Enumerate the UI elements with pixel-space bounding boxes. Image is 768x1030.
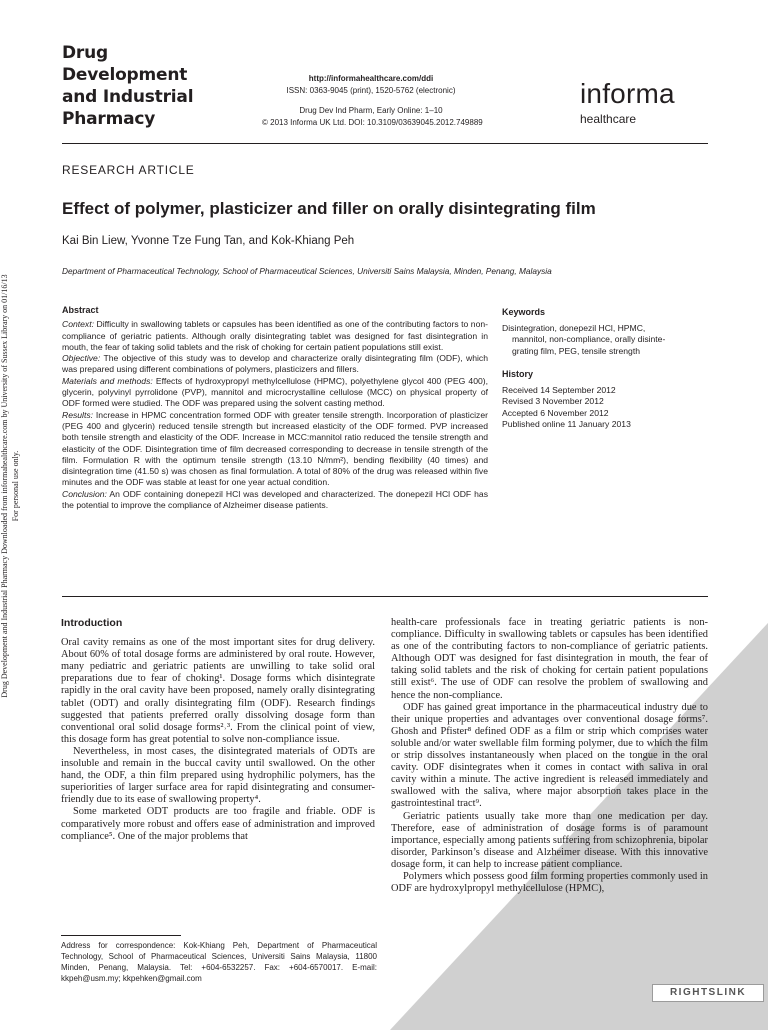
keywords-line: Disintegration, donepezil HCl, HPMC, xyxy=(502,322,646,333)
abstract-results xyxy=(62,410,488,489)
abstract-heading: Abstract xyxy=(62,305,99,315)
abstract-text: Effects of hydroxypropyl methylcellulose (HPMC), polyethylene glycol 400 (PEG 400), glycerin, polyvinyl pyrrolidone (PVP), mannitol and microcrystalline cellulose (MCC) on physical property of ODF formed were studied. The ODF was prepared using the solvent casting method. xyxy=(62,375,489,409)
journal-title-line: Development xyxy=(62,65,188,85)
body-column-left xyxy=(61,617,375,843)
abstract-divider xyxy=(62,596,708,597)
abstract-text: An ODF containing donepezil HCl was developed and characterized. The donepezil HCl ODF has the potential to improve the compliance of Alzheimer disease patients. xyxy=(62,488,488,511)
keywords-line: mannitol, non-compliance, orally disinte- xyxy=(512,334,666,344)
keywords-heading: Keywords xyxy=(502,307,546,317)
copyright-doi: © 2013 Informa UK Ltd. DOI: 10.3109/03639045.2012.749889 xyxy=(262,117,483,127)
rightslink-badge[interactable]: RIGHTSLINK xyxy=(652,984,764,1002)
body-paragraph: Nevertheless, in most cases, the disintegrated materials of ODTs are insoluble and remain in the buccal cavity until swallowed. On the other hand, the ODF, a thin film prepared using hydrophilic polymers, has the superiorities of larger surface area for rapid disintegrating and consumer-friendly due to its ease of swallowing property⁴. xyxy=(61,745,375,806)
body-column-right xyxy=(391,617,708,895)
journal-title-line: Pharmacy xyxy=(62,109,156,129)
body-paragraph: ODF has gained great importance in the pharmaceutical industry due to their unique properties and advantages over conventional dosage forms⁷. Ghosh and Pfister⁸ defined ODF as a film or strip which comprises water soluble and/or water swellable film forming polymer, due to which the film or strip dissolves instantaneously when placed on the tongue in the oral cavity. ODF disintegrates when it comes in contact with saliva in oral cavity within a minute. The active ingredient is released immediately and swallowed with the saliva, where major absorption takes place in the gastrointestinal tract⁹. xyxy=(391,701,708,810)
footnote-divider xyxy=(61,935,181,936)
intro-heading: Introduction xyxy=(61,617,123,629)
affiliation: Department of Pharmaceutical Technology, School of Pharmaceutical Sciences, Universiti Sains Malaysia, Minden, Penang, Malaysia xyxy=(62,266,552,276)
abstract-block xyxy=(62,305,488,511)
body-paragraph: health-care professionals face in treating geriatric patients is non-compliance. Difficulty in swallowing tablets or capsules has been identified as one of the contributing factors to non-compliance of geriatric patients. Although ODT was designed for fast disintegration in mouth, the fear of taking solid tablets and the risk of choking for certain patient populations still exist⁶. The use of ODF can resolve the problem of swallowing and hence the non-compliance. xyxy=(391,617,708,701)
history-heading: History xyxy=(502,369,534,379)
keywords-list xyxy=(502,323,712,358)
abstract-context xyxy=(62,319,488,353)
body-paragraph: Geriatric patients usually take more than one medication per day. Therefore, ease of administration of dosage forms is of paramount importance, especially among patients suffering from schizophrenia, bipolar disorder, Parkinson’s disease and Alzheimer disease. With this innovative dosage form, it can help to increase patient compliance. xyxy=(391,810,708,870)
abstract-conclusion xyxy=(62,489,488,512)
abstract-label: Objective: xyxy=(62,353,101,364)
abstract-text: Difficulty in swallowing tablets or capsules has been identified as one of the contributing factors to non-compliance of geriatric patients. Although orally disintegrating tablet was designed for fast disintegration in mouth, the fear of taking solid tablets and the risk of choking for certain patient populations still exist. xyxy=(62,319,488,352)
logo-sub-text: healthcare xyxy=(580,112,637,126)
abstract-label: Results: xyxy=(62,409,94,420)
citation: Drug Dev Ind Pharm, Early Online: 1–10 xyxy=(299,106,443,115)
journal-title-line: and Industrial xyxy=(62,87,194,107)
abstract-label: Materials and methods: xyxy=(62,375,153,386)
download-notice-text xyxy=(0,206,21,766)
article-type: RESEARCH ARTICLE xyxy=(62,163,195,177)
history-line: Received 14 September 2012 xyxy=(502,384,616,395)
publisher-logo xyxy=(580,80,675,126)
abstract-label: Conclusion: xyxy=(62,488,107,499)
authors: Kai Bin Liew, Yvonne Tze Fung Tan, and Kok-Khiang Peh xyxy=(62,235,355,247)
header-divider xyxy=(62,143,708,144)
journal-url[interactable]: http://informahealthcare.com/ddi xyxy=(308,74,434,83)
body-paragraph: Some marketed ODT products are too fragile and friable. ODF is comparatively more robust and offers ease of administration and improved compliance⁵. One of the major problems that xyxy=(61,806,375,842)
logo-main-text: informa xyxy=(580,78,675,109)
body-paragraph: Oral cavity remains as one of the most important sites for drug delivery. About 60% of total dosage forms are administered by oral route. However, many pediatric and geriatric patients are unwilling to take solid oral preparations due to fear of choking¹. Dosage forms which disintegrate rapidly in the oral cavity have been proposed, namely orally disintegrating tablet (ODT) and orally disintegrating film (ODF). Research findings suggested that patients preferred orally dissolving dosage form than conventional oral solid dosage forms²˒³. From the clinical point of view, this dosage form has great potential to solve non-compliance issue. xyxy=(61,637,375,745)
journal-title xyxy=(62,42,193,130)
history-line: Revised 3 November 2012 xyxy=(502,396,604,406)
download-notice-line: For personal use only. xyxy=(10,450,20,522)
abstract-objective xyxy=(62,353,488,376)
issn: ISSN: 0363-9045 (print), 1520-5762 (electronic) xyxy=(286,85,456,95)
abstract-text: The objective of this study was to develop and characterize orally disintegrating film (ODF), which was prepared using different combinations of polymers, plasticizers and fillers. xyxy=(62,353,488,375)
keywords-line: grating film, PEG, tensile strength xyxy=(512,345,641,356)
history-line: Published online 11 January 2013 xyxy=(502,419,631,429)
history-list xyxy=(502,385,712,431)
abstract-methods xyxy=(62,376,488,410)
body-paragraph: Polymers which possess good film forming properties commonly used in ODF are hydroxylpropyl methylcellulose (HPMC), xyxy=(391,870,708,895)
article-title: Effect of polymer, plasticizer and filler on orally disintegrating film xyxy=(62,199,596,218)
abstract-text: Increase in HPMC concentration formed ODF with greater tensile strength. Incorporation of plasticizer (PEG 400 and glycerin) reduced tensile strength but increased elasticity of the ODF formed. PVP increased both tensile strength and elasticity of the ODF. Increase in MCC:mannitol ratio reduced the tensile strength and elasticity of the ODF. Disintegration time of film decreased corresponding to decrease in tensile strength of the film. Formulation R with the optimum tensile strength (13.10 N/mm²), bending flexibility (40 times) and disintegration time (41.50 s) was chosen as final formulation. A total of 80% of the drug was released within five minutes and the ODF was stable at least for one year actual condition. xyxy=(62,409,488,488)
history-line: Accepted 6 November 2012 xyxy=(502,407,609,418)
download-notice-line: Drug Development and Industrial Pharmacy Downloaded from informahealthcare.com by University of Sussex Library on 01/16/13 xyxy=(0,274,9,698)
journal-meta xyxy=(262,73,483,128)
sidebar-info xyxy=(502,307,712,431)
download-notice xyxy=(0,206,26,766)
abstract-label: Context: xyxy=(62,319,95,330)
correspondence-footnote: Address for correspondence: Kok-Khiang Peh, Department of Pharmaceutical Technology, School of Pharmaceutical Sciences, Universiti Sains Malaysia, 11800 Minden, Penang, Malaysia. Tel: +604-6532257. Fax: +604-6570017. E-mail: kkpeh@usm.my; kkpehken@gmail.com xyxy=(61,941,377,983)
journal-title-line: Drug xyxy=(62,43,108,63)
